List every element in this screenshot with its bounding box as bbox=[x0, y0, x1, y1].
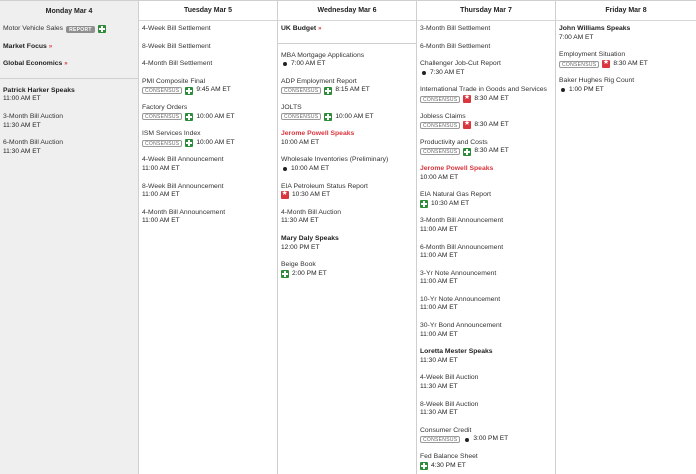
event-time: 8:30 AM ET bbox=[474, 147, 509, 155]
event-time: 11:00 AM ET bbox=[420, 330, 458, 338]
event-time-row bbox=[420, 121, 555, 130]
event-title-row bbox=[142, 43, 277, 52]
event-title-link[interactable]: Productivity and Costs bbox=[420, 138, 488, 146]
day-column bbox=[0, 1, 139, 474]
event-title-row bbox=[420, 113, 555, 122]
day-header: Thursday Mar 7 bbox=[417, 1, 555, 21]
event-time: 1:00 PM ET bbox=[569, 85, 604, 93]
event-time-row bbox=[420, 304, 555, 313]
calendar-event[interactable] bbox=[142, 25, 277, 34]
event-time-row bbox=[281, 270, 416, 279]
event-title-link[interactable]: John Williams Speaks bbox=[559, 25, 631, 32]
day-header: Friday Mar 8 bbox=[556, 1, 696, 21]
event-title-link[interactable]: 30-Yr Bond Announcement bbox=[420, 322, 502, 330]
event-time-row bbox=[420, 252, 555, 261]
calendar-event[interactable] bbox=[420, 86, 555, 103]
event-title-link[interactable]: Baker Hughes Rig Count bbox=[559, 77, 635, 85]
event-time-row bbox=[3, 122, 138, 131]
event-title-link[interactable]: 10-Yr Note Announcement bbox=[420, 295, 501, 303]
report-badge[interactable]: REPORT bbox=[66, 26, 95, 33]
event-title-row bbox=[142, 183, 277, 192]
event-time-row bbox=[142, 139, 277, 148]
event-title-row bbox=[420, 217, 555, 226]
event-time-row bbox=[420, 95, 555, 104]
event-time: 11:00 AM ET bbox=[142, 217, 180, 225]
event-time-row bbox=[420, 462, 555, 471]
event-title-row bbox=[420, 191, 555, 200]
event-time-row bbox=[420, 331, 555, 340]
event-title-link[interactable]: 4-Month Bill Settlement bbox=[142, 60, 213, 68]
calendar-event[interactable] bbox=[142, 43, 277, 52]
event-title-link[interactable]: 8-Week Bill Auction bbox=[420, 400, 479, 408]
event-title-row bbox=[142, 78, 277, 87]
star-alert-icon[interactable] bbox=[463, 95, 471, 103]
day-header: Tuesday Mar 5 bbox=[139, 1, 277, 21]
calendar-event[interactable] bbox=[142, 209, 277, 226]
calendar-event[interactable] bbox=[142, 60, 277, 69]
event-time-row bbox=[142, 217, 277, 226]
day-column bbox=[139, 1, 278, 474]
event-title-row bbox=[281, 209, 416, 218]
event-time-row bbox=[281, 244, 416, 253]
add-to-calendar-icon[interactable] bbox=[185, 139, 193, 147]
bullet-icon bbox=[283, 62, 287, 66]
event-time: 11:30 AM ET bbox=[3, 121, 41, 129]
event-title-link[interactable]: 3-Yr Note Announcement bbox=[420, 269, 497, 277]
calendar-event[interactable] bbox=[420, 296, 555, 313]
calendar-event[interactable] bbox=[420, 322, 555, 339]
calendar-event[interactable] bbox=[281, 52, 416, 69]
event-title-row bbox=[281, 156, 416, 165]
event-time: 4:30 PM ET bbox=[431, 461, 466, 469]
calendar-event[interactable] bbox=[3, 139, 138, 156]
event-title-link[interactable]: Jerome Powell Speaks bbox=[420, 164, 494, 172]
calendar-top-item[interactable] bbox=[3, 60, 138, 69]
calendar-event[interactable] bbox=[142, 156, 277, 173]
event-time-row bbox=[420, 200, 555, 209]
event-title-link[interactable]: 6-Month Bill Announcement bbox=[420, 243, 504, 251]
event-title-link[interactable]: ADP Employment Report bbox=[281, 77, 357, 85]
divider bbox=[0, 78, 138, 79]
consensus-badge[interactable]: CONSENSUS bbox=[420, 436, 460, 443]
event-time: 10:00 AM ET bbox=[196, 138, 235, 146]
calendar-event[interactable] bbox=[420, 427, 555, 444]
event-time-row bbox=[281, 139, 416, 148]
event-time: 11:30 AM ET bbox=[420, 409, 458, 417]
event-title-row bbox=[420, 348, 555, 357]
event-title-row bbox=[420, 427, 555, 436]
bullet-icon bbox=[561, 88, 565, 92]
add-to-calendar-icon[interactable] bbox=[185, 113, 193, 121]
calendar-event[interactable] bbox=[420, 401, 555, 418]
calendar-event[interactable] bbox=[420, 191, 555, 208]
day-header: Monday Mar 4 bbox=[45, 7, 93, 15]
event-title-row bbox=[281, 25, 416, 34]
calendar-event[interactable] bbox=[420, 217, 555, 234]
event-title-row bbox=[420, 374, 555, 383]
day-events bbox=[556, 21, 696, 95]
event-title-row bbox=[420, 322, 555, 331]
calendar-top-item[interactable] bbox=[3, 43, 138, 52]
calendar-event[interactable] bbox=[559, 51, 696, 68]
event-title-row bbox=[420, 165, 555, 174]
event-time-row bbox=[420, 69, 555, 78]
day-events bbox=[278, 21, 416, 278]
add-to-calendar-icon[interactable] bbox=[420, 462, 428, 470]
event-title-row bbox=[142, 156, 277, 165]
event-title-row bbox=[420, 453, 555, 462]
event-time: 2:00 PM ET bbox=[292, 269, 327, 277]
calendar-event[interactable] bbox=[420, 244, 555, 261]
event-title-row bbox=[142, 209, 277, 218]
event-time: 11:30 AM ET bbox=[3, 147, 41, 155]
calendar-event[interactable] bbox=[281, 235, 416, 252]
calendar-event[interactable] bbox=[142, 130, 277, 147]
event-time-row bbox=[420, 147, 555, 156]
star-alert-icon[interactable] bbox=[463, 121, 471, 129]
event-time-row bbox=[420, 383, 555, 392]
event-title-link[interactable]: Market Focus bbox=[3, 42, 47, 50]
event-time: 7:00 AM ET bbox=[559, 33, 594, 41]
calendar-event[interactable] bbox=[420, 43, 555, 52]
event-title-link[interactable]: International Trade in Goods and Services bbox=[420, 86, 547, 94]
event-title-link[interactable]: MBA Mortgage Applications bbox=[281, 51, 365, 59]
event-time: 11:30 AM ET bbox=[281, 217, 319, 225]
calendar-event[interactable] bbox=[420, 374, 555, 391]
event-time: 11:00 AM ET bbox=[420, 278, 458, 286]
event-time-row bbox=[3, 148, 138, 157]
event-title-link[interactable]: 3-Month Bill Auction bbox=[3, 112, 64, 120]
event-time: 8:30 AM ET bbox=[613, 59, 648, 67]
event-time: 10:30 AM ET bbox=[431, 199, 470, 207]
consensus-badge[interactable]: CONSENSUS bbox=[142, 140, 182, 147]
event-time-row bbox=[281, 165, 416, 174]
calendar-event[interactable] bbox=[420, 165, 555, 182]
event-time-row bbox=[420, 174, 555, 183]
event-title-link[interactable]: 3-Month Bill Announcement bbox=[420, 217, 504, 225]
event-title-link[interactable]: 8-Week Bill Announcement bbox=[142, 182, 224, 190]
calendar-event[interactable] bbox=[281, 156, 416, 173]
divider bbox=[278, 43, 416, 44]
event-time-row bbox=[281, 217, 416, 226]
event-title-row bbox=[3, 113, 138, 122]
consensus-badge[interactable]: CONSENSUS bbox=[142, 87, 182, 94]
event-title-row bbox=[281, 235, 416, 244]
event-time-row bbox=[420, 278, 555, 287]
event-title-row bbox=[420, 25, 555, 34]
calendar-event[interactable] bbox=[420, 60, 555, 77]
calendar-event[interactable] bbox=[281, 183, 416, 200]
event-title-row bbox=[3, 139, 138, 148]
calendar-event[interactable] bbox=[420, 453, 555, 470]
calendar-top-item[interactable] bbox=[3, 25, 138, 34]
event-title-row bbox=[3, 43, 138, 52]
add-to-calendar-icon[interactable] bbox=[420, 200, 428, 208]
event-time-row bbox=[142, 113, 277, 122]
event-title-row bbox=[420, 244, 555, 253]
event-title-link[interactable]: Beige Book bbox=[281, 261, 316, 269]
event-title-link[interactable]: Global Economics bbox=[3, 60, 63, 68]
event-time-row bbox=[3, 95, 138, 104]
event-title-row bbox=[3, 87, 138, 96]
event-title-link[interactable]: Jobless Claims bbox=[420, 112, 466, 120]
event-title-link[interactable]: Motor Vehicle Sales bbox=[3, 25, 64, 32]
event-title-link[interactable]: Patrick Harker Speaks bbox=[3, 86, 75, 94]
bullet-icon bbox=[283, 167, 287, 171]
bullet-icon bbox=[422, 71, 426, 75]
event-title-link[interactable]: PMI Composite Final bbox=[142, 77, 206, 85]
consensus-badge[interactable]: CONSENSUS bbox=[142, 113, 182, 120]
double-chevron-icon[interactable]: » bbox=[64, 61, 68, 68]
event-title-link[interactable]: EIA Petroleum Status Report bbox=[281, 182, 368, 190]
add-to-calendar-icon[interactable] bbox=[281, 270, 289, 278]
event-title-row bbox=[420, 296, 555, 305]
calendar-event[interactable] bbox=[3, 113, 138, 130]
event-time: 11:00 AM ET bbox=[420, 304, 458, 312]
event-title-row bbox=[281, 130, 416, 139]
event-time-row bbox=[281, 113, 416, 122]
consensus-badge[interactable]: CONSENSUS bbox=[281, 113, 321, 120]
event-time: 11:00 AM ET bbox=[420, 252, 458, 260]
event-time: 11:30 AM ET bbox=[420, 356, 458, 364]
event-time: 8:15 AM ET bbox=[335, 86, 370, 94]
event-title-link[interactable]: 4-Week Bill Announcement bbox=[142, 156, 224, 164]
event-time-row bbox=[420, 435, 555, 444]
event-title-row bbox=[559, 77, 696, 86]
day-column bbox=[278, 1, 417, 474]
event-title-link[interactable]: JOLTS bbox=[281, 103, 302, 111]
event-time-row bbox=[142, 86, 277, 95]
event-time-row bbox=[559, 34, 696, 43]
calendar-event[interactable] bbox=[281, 261, 416, 278]
event-time: 10:00 AM ET bbox=[281, 138, 320, 146]
star-alert-icon[interactable] bbox=[281, 191, 289, 199]
event-title-row bbox=[420, 270, 555, 279]
event-title-link[interactable]: 4-Week Bill Auction bbox=[420, 374, 479, 382]
event-time: 11:00 AM ET bbox=[3, 95, 41, 103]
event-title-row bbox=[420, 139, 555, 148]
event-title-row bbox=[281, 78, 416, 87]
day-column bbox=[556, 1, 696, 474]
event-title-row bbox=[559, 51, 696, 60]
event-title-link[interactable]: UK Budget bbox=[281, 25, 317, 32]
event-title-row bbox=[3, 25, 138, 34]
event-time: 7:30 AM ET bbox=[430, 68, 465, 76]
calendar-event[interactable] bbox=[142, 78, 277, 95]
event-title-link[interactable]: Consumer Credit bbox=[420, 426, 472, 434]
event-title-row bbox=[559, 25, 696, 34]
event-title-link[interactable]: 6-Month Bill Settlement bbox=[420, 42, 491, 50]
event-title-link[interactable]: Mary Daly Speaks bbox=[281, 234, 339, 242]
event-title-link[interactable]: 3-Month Bill Settlement bbox=[420, 25, 491, 32]
consensus-badge[interactable]: CONSENSUS bbox=[420, 148, 460, 155]
event-title-link[interactable]: EIA Natural Gas Report bbox=[420, 191, 492, 199]
event-title-link[interactable]: Loretta Mester Speaks bbox=[420, 348, 493, 356]
calendar-event[interactable] bbox=[420, 25, 555, 34]
consensus-badge[interactable]: CONSENSUS bbox=[281, 87, 321, 94]
event-title-link[interactable]: 8-Week Bill Settlement bbox=[142, 42, 211, 50]
event-title-row bbox=[142, 130, 277, 139]
day-events bbox=[139, 21, 277, 226]
event-time: 10:00 AM ET bbox=[335, 112, 374, 120]
calendar-event[interactable] bbox=[281, 78, 416, 95]
double-chevron-icon[interactable]: » bbox=[48, 43, 53, 50]
event-title-link[interactable]: 6-Month Bill Auction bbox=[3, 139, 64, 147]
event-time-row bbox=[420, 357, 555, 366]
event-time: 11:00 AM ET bbox=[142, 191, 180, 199]
event-time: 10:00 AM ET bbox=[196, 112, 235, 120]
event-time: 11:00 AM ET bbox=[420, 225, 458, 233]
event-time: 7:00 AM ET bbox=[291, 60, 326, 68]
consensus-badge[interactable]: CONSENSUS bbox=[420, 96, 460, 103]
event-title-link[interactable]: ISM Services Index bbox=[142, 130, 201, 138]
calendar-event[interactable] bbox=[420, 113, 555, 130]
event-time-row bbox=[559, 86, 696, 95]
day-events bbox=[0, 21, 138, 156]
event-title-link[interactable]: 4-Week Bill Settlement bbox=[142, 25, 211, 32]
day-column bbox=[417, 1, 556, 474]
event-time-row bbox=[142, 165, 277, 174]
event-title-link[interactable]: 4-Month Bill Announcement bbox=[142, 208, 226, 216]
calendar-event[interactable] bbox=[142, 183, 277, 200]
add-to-calendar-icon[interactable] bbox=[98, 25, 106, 33]
calendar-event[interactable] bbox=[281, 104, 416, 121]
calendar-event[interactable] bbox=[420, 139, 555, 156]
event-time-row bbox=[281, 86, 416, 95]
calendar-event[interactable] bbox=[3, 87, 138, 104]
event-time-row bbox=[142, 191, 277, 200]
calendar-top-item[interactable] bbox=[281, 25, 416, 34]
event-time: 8:30 AM ET bbox=[474, 94, 509, 102]
event-time: 11:00 AM ET bbox=[142, 164, 180, 172]
event-title-row bbox=[281, 52, 416, 61]
event-title-link[interactable]: Jerome Powell Speaks bbox=[281, 130, 355, 138]
calendar-event[interactable] bbox=[281, 209, 416, 226]
event-time: 3:00 PM ET bbox=[473, 435, 509, 443]
event-title-row bbox=[142, 25, 277, 34]
event-title-link[interactable]: Wholesale Inventories (Preliminary) bbox=[281, 156, 389, 164]
event-time-row bbox=[281, 60, 416, 69]
consensus-badge[interactable]: CONSENSUS bbox=[559, 61, 599, 68]
double-chevron-icon[interactable]: » bbox=[318, 26, 322, 32]
event-time: 10:30 AM ET bbox=[292, 191, 331, 199]
bullet-icon bbox=[465, 438, 469, 442]
add-to-calendar-icon[interactable] bbox=[324, 113, 332, 121]
event-title-link[interactable]: Employment Situation bbox=[559, 51, 626, 59]
calendar-event[interactable] bbox=[142, 104, 277, 121]
event-title-link[interactable]: Factory Orders bbox=[142, 103, 188, 111]
event-time: 11:30 AM ET bbox=[420, 383, 458, 391]
event-title-row bbox=[420, 401, 555, 410]
event-title-row bbox=[281, 261, 416, 270]
event-time: 10:00 AM ET bbox=[420, 173, 459, 181]
event-title-row bbox=[281, 104, 416, 113]
event-title-row bbox=[3, 60, 138, 69]
event-title-row bbox=[420, 43, 555, 52]
event-title-row bbox=[420, 60, 555, 69]
event-title-row bbox=[142, 104, 277, 113]
add-to-calendar-icon[interactable] bbox=[185, 87, 193, 95]
event-time-row bbox=[559, 60, 696, 69]
event-time: 10:00 AM ET bbox=[291, 164, 330, 172]
event-title-link[interactable]: 4-Month Bill Auction bbox=[281, 208, 342, 216]
event-time-row bbox=[420, 409, 555, 418]
event-time: 9:45 AM ET bbox=[196, 86, 231, 94]
event-time: 8:30 AM ET bbox=[474, 121, 509, 129]
event-title-row bbox=[142, 60, 277, 69]
calendar-event[interactable] bbox=[559, 25, 696, 42]
event-title-link[interactable]: Challenger Job-Cut Report bbox=[420, 60, 501, 68]
calendar-event[interactable] bbox=[281, 130, 416, 147]
event-time: 12:00 PM ET bbox=[281, 243, 320, 251]
day-header: Wednesday Mar 6 bbox=[278, 1, 416, 21]
calendar-event[interactable] bbox=[559, 77, 696, 94]
event-title-row bbox=[420, 86, 555, 95]
add-to-calendar-icon[interactable] bbox=[463, 148, 471, 156]
event-time-row bbox=[420, 226, 555, 235]
day-events bbox=[417, 21, 555, 470]
add-to-calendar-icon[interactable] bbox=[324, 87, 332, 95]
calendar-event[interactable] bbox=[420, 348, 555, 365]
star-alert-icon[interactable] bbox=[602, 60, 610, 68]
event-title-row bbox=[281, 183, 416, 192]
consensus-badge[interactable]: CONSENSUS bbox=[420, 122, 460, 129]
event-title-link[interactable]: Fed Balance Sheet bbox=[420, 453, 478, 460]
calendar-event[interactable] bbox=[420, 270, 555, 287]
event-time-row bbox=[281, 191, 416, 200]
